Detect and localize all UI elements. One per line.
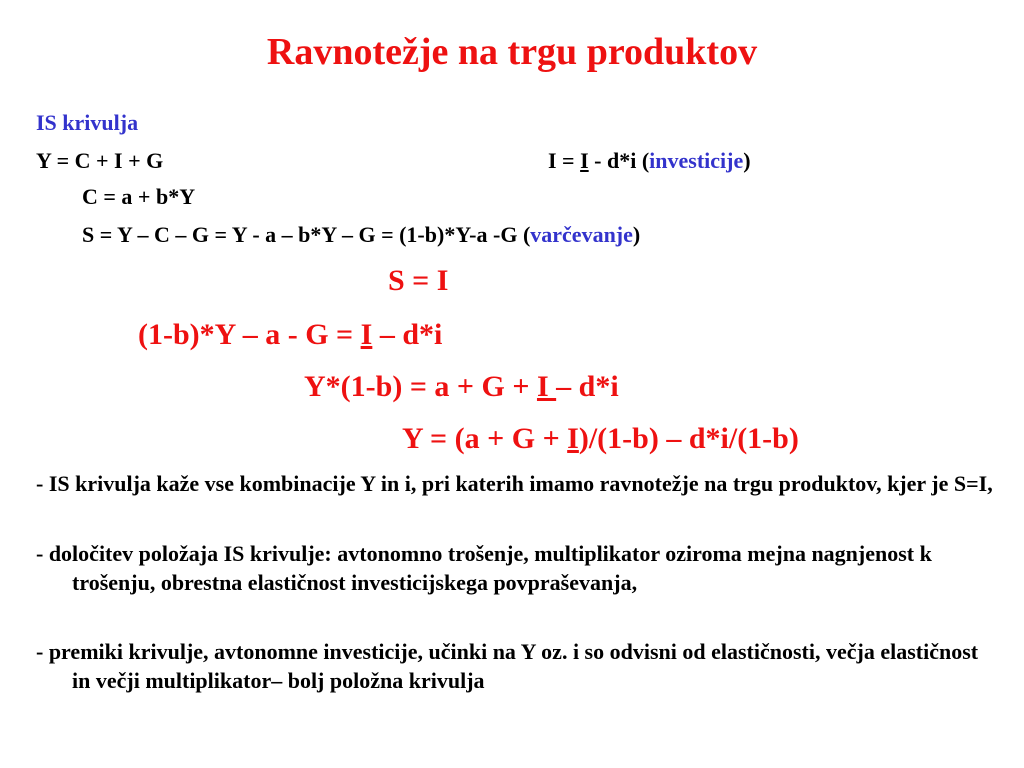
- equation-step-2: [304, 370, 619, 404]
- step3-lhs: Y = (a + G +: [402, 422, 568, 455]
- bullet-is-shifts: - premiki krivulje, avtonomne investicije, učinki na Y oz. i so odvisni od elastičnosti, večja elastičnost in večji multiplikator– bolj položna krivulja: [36, 639, 979, 693]
- equation-step-1: [138, 318, 442, 352]
- section-heading: IS krivulja: [36, 110, 139, 135]
- investment-word: investicije: [649, 148, 744, 173]
- equation-s-equals-i: S = I: [388, 264, 449, 297]
- step1-autonomous-i: I: [360, 318, 373, 351]
- step1-lhs: (1-b)*Y – a - G =: [138, 318, 361, 351]
- step3-rhs: )/(1-b) – d*i/(1-b): [578, 422, 799, 455]
- equation-step-3: [402, 422, 799, 456]
- step2-autonomous-i: I: [536, 370, 557, 403]
- saving-word: varčevanje: [530, 222, 633, 247]
- page-title: Ravnotežje na trgu produktov: [266, 31, 758, 73]
- equation-y-identity: Y = C + I + G: [36, 148, 164, 173]
- equation-investment: [548, 148, 751, 174]
- saving-close: ): [632, 222, 641, 247]
- equation-saving: [82, 222, 640, 248]
- investment-close: ): [743, 148, 751, 173]
- investment-rhs: - d*i (: [588, 148, 650, 173]
- step3-autonomous-i: I: [567, 422, 579, 455]
- bullet-is-definition: - IS krivulja kaže vse kombinacije Y in i, pri katerih imamo ravnotežje na trgu produktov, kjer je S=I,: [36, 471, 993, 496]
- bullet-is-position: - določitev položaja IS krivulje: avtonomno trošenje, multiplikator oziroma mejna nagnjenost k trošenju, obrestna elastičnost investicijskega povpraševanja,: [36, 541, 932, 595]
- step2-lhs: Y*(1-b) = a + G +: [304, 370, 537, 403]
- step1-rhs: – d*i: [372, 318, 443, 351]
- investment-lhs: I =: [548, 148, 581, 173]
- saving-expr: S = Y – C – G = Y - a – b*Y – G = (1-b)*Y-a -G (: [82, 222, 531, 247]
- equation-consumption: C = a + b*Y: [82, 184, 196, 209]
- investment-autonomous-i: I: [580, 148, 589, 173]
- step2-rhs: – d*i: [556, 370, 619, 403]
